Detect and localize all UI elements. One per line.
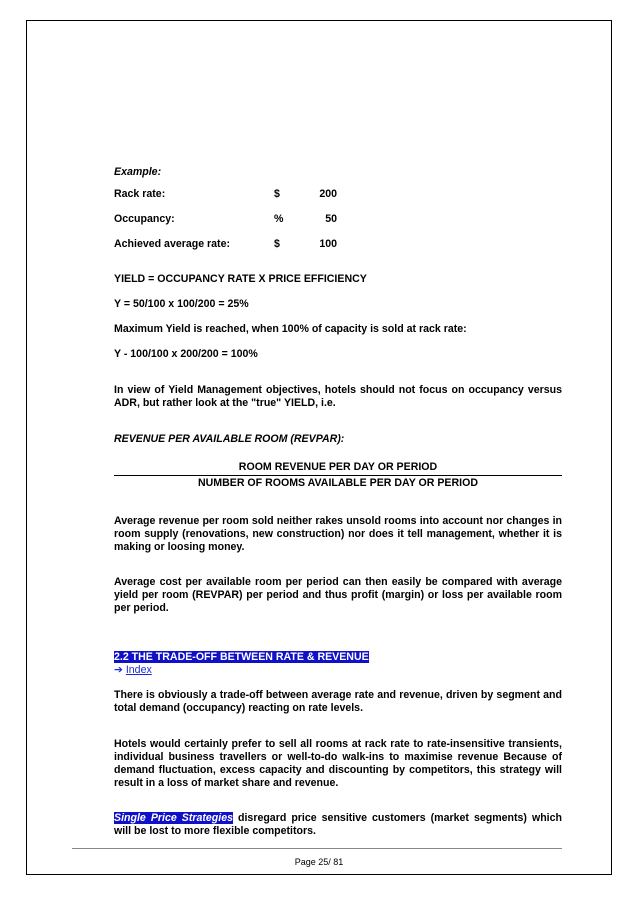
yield-view-paragraph: In view of Yield Management objectives, hotels should not focus on occupancy versus ADR, but rather look at the "true" YIELD, i.e. xyxy=(114,384,562,409)
yield-calc: Y - 100/100 x 200/200 = 100% xyxy=(114,348,258,360)
example-row-unit: $ xyxy=(274,188,280,200)
single-price-paragraph xyxy=(114,812,562,838)
section-paragraph: Hotels would certainly prefer to sell all rooms at rack rate to rate-insensitive transients, individual business travellers or well-to-do walk-ins to maximise revenue Because of demand fluctuation, excess capacity and discounting by competitors, this strategy will result in a loss of market share and revenue. xyxy=(114,738,562,789)
example-row-label: Occupancy: xyxy=(114,213,175,225)
example-row-unit: $ xyxy=(274,238,280,250)
example-heading: Example: xyxy=(114,166,162,178)
page-content xyxy=(114,0,562,903)
example-row-value: 100 xyxy=(319,238,337,250)
arrow-right-icon: ➔ xyxy=(114,664,123,676)
revpar-numerator: ROOM REVENUE PER DAY OR PERIOD xyxy=(238,461,438,473)
yield-formula: YIELD = OCCUPANCY RATE X PRICE EFFICIENCY xyxy=(114,273,367,285)
revpar-paragraph: Average cost per available room per period can then easily be compared with average yield per room (REVPAR) per period and thus profit (margin) or loss per available room per period. xyxy=(114,576,562,614)
fraction-bar xyxy=(114,475,562,476)
yield-calc: Y = 50/100 x 100/200 = 25% xyxy=(114,298,249,310)
page-number: Page 25/ 81 xyxy=(294,857,344,867)
revpar-denominator: NUMBER OF ROOMS AVAILABLE PER DAY OR PERIOD xyxy=(198,477,478,489)
revpar-heading: REVENUE PER AVAILABLE ROOM (REVPAR): xyxy=(114,433,345,445)
section-title-text: 2.2 THE TRADE-OFF BETWEEN RATE & REVENUE xyxy=(114,651,369,663)
revpar-paragraph: Average revenue per room sold neither rakes unsold rooms into account nor changes in room supply (renovations, new construction) nor does it tell management, whether it is making or loosing money. xyxy=(114,515,562,553)
single-price-rest: disregard price sensitive customers (market segments) which will be lost to more flexible competitors. xyxy=(114,812,562,837)
example-row-value: 200 xyxy=(319,188,337,200)
example-row-unit: % xyxy=(274,213,284,225)
max-yield-note: Maximum Yield is reached, when 100% of capacity is sold at rack rate: xyxy=(114,323,467,335)
example-row-value: 50 xyxy=(325,213,337,225)
index-link[interactable]: Index xyxy=(125,664,152,676)
index-link-row[interactable] xyxy=(114,664,152,677)
section-title xyxy=(114,651,369,664)
example-row-label: Rack rate: xyxy=(114,188,166,200)
example-row-label: Achieved average rate: xyxy=(114,238,231,250)
single-price-term: Single Price Strategies xyxy=(114,812,233,824)
section-paragraph: There is obviously a trade-off between average rate and revenue, driven by segment and total demand (occupancy) reacting on rate levels. xyxy=(114,689,562,714)
footer-divider xyxy=(72,848,562,849)
